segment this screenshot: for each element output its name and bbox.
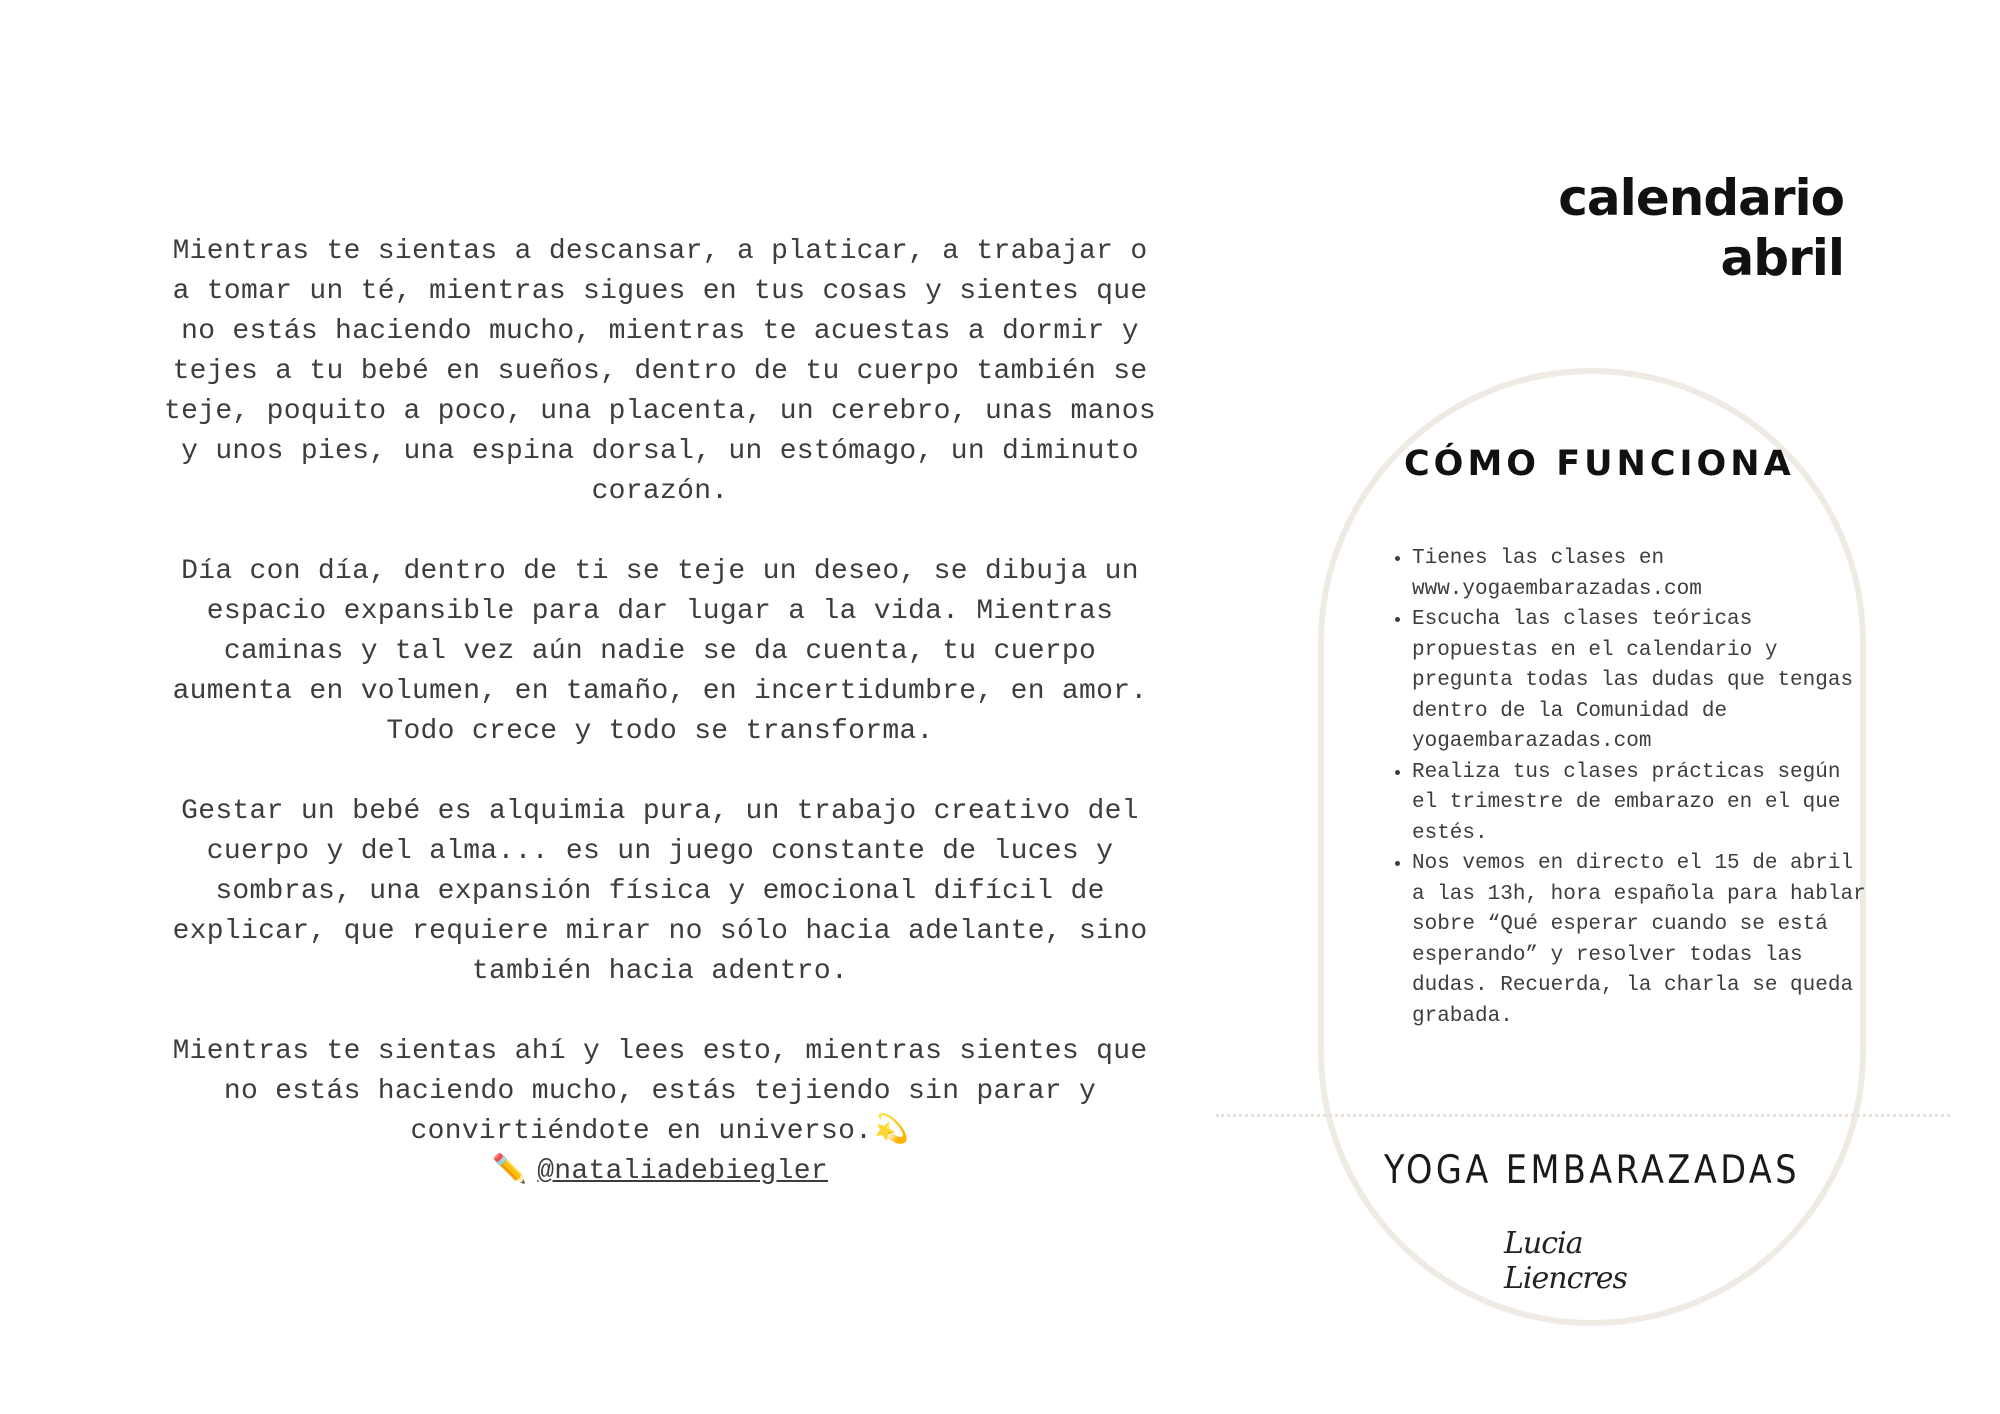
steps-list	[1384, 544, 1872, 1032]
step-item: • Tienes las clases en www.yogaembarazadas.com	[1412, 544, 1872, 605]
title-line-1: calendario	[1558, 169, 1844, 227]
poem-paragraph-2: Día con día, dentro de ti se teje un deseo, se dibuja un espacio expansible para dar lugar a la vida. Mientras caminas y tal vez aún nadie se da cuenta, tu cuerpo aumenta en volumen, en tamaño, en incertidumbre, en amor. Todo crece y todo se transforma.	[172, 556, 1148, 747]
author-credit	[160, 1152, 1160, 1192]
poem-paragraph-4-text: Mientras te sientas ahí y lees esto, mientras sientes que no estás haciendo mucho, estás tejiendo sin parar y convirtiéndote en universo.	[172, 1036, 1148, 1147]
step-item: • Escucha las clases teóricas propuestas en el calendario y pregunta todas las dudas que tengas dentro de la Comunidad de yogaembarazadas.com	[1412, 605, 1872, 758]
step-item: • Nos vemos en directo el 15 de abril a las 13h, hora española para hablar sobre “Qué esperar cuando se está esperando” y resolver todas las dudas. Recuerda, la charla se queda grabada.	[1412, 849, 1872, 1032]
dotted-divider	[1216, 1114, 1950, 1117]
poem-paragraph-4	[160, 1032, 1160, 1152]
brand-name: YOGA EMBARAZADAS	[1383, 1148, 1801, 1193]
author-handle-link[interactable]: @nataliadebiegler	[537, 1156, 828, 1187]
page-title	[1444, 168, 1844, 288]
poem-text	[160, 232, 1160, 1192]
title-line-2: abril	[1720, 229, 1844, 287]
pencil-icon: ✏️	[492, 1156, 528, 1187]
signature: Lucia Liencres	[1504, 1226, 1627, 1296]
panel-heading: CÓMO FUNCIONA	[1404, 444, 1795, 484]
poem-paragraph-1: Mientras te sientas a descansar, a platicar, a trabajar o a tomar un té, mientras sigues en tus cosas y sientes que no estás haciendo mucho, mientras te acuestas a dormir y tejes a tu bebé en sueños, dentro de tu cuerpo también se teje, poquito a poco, una placenta, un cerebro, unas manos y unos pies, una espina dorsal, un estómago, un diminuto corazón.	[164, 236, 1156, 507]
poem-paragraph-3: Gestar un bebé es alquimia pura, un trabajo creativo del cuerpo y del alma... es un juego constante de luces y sombras, una expansión física y emocional difícil de explicar, que requiere mirar no sólo hacia adelante, sino también hacia adentro.	[172, 796, 1148, 987]
sparkle-icon: 💫	[874, 1116, 910, 1147]
step-item: • Realiza tus clases prácticas según el trimestre de embarazo en el que estés.	[1412, 758, 1872, 850]
